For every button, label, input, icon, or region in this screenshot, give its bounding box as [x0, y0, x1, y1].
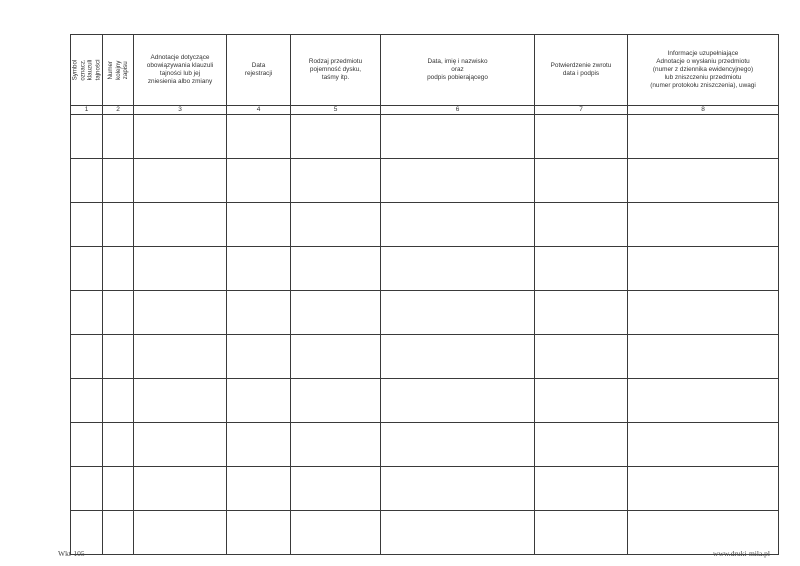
entry-cell[interactable] — [227, 203, 291, 247]
entry-cell[interactable] — [381, 291, 535, 335]
entry-cell[interactable] — [134, 247, 227, 291]
entry-cell[interactable] — [227, 159, 291, 203]
entry-cell[interactable] — [381, 335, 535, 379]
column-number: 3 — [134, 106, 227, 115]
entry-row — [71, 247, 779, 291]
entry-cell[interactable] — [628, 247, 779, 291]
entry-cell[interactable] — [628, 379, 779, 423]
column-number: 8 — [628, 106, 779, 115]
entry-cell[interactable] — [227, 379, 291, 423]
entry-cell[interactable] — [381, 379, 535, 423]
entry-cell[interactable] — [535, 335, 628, 379]
entry-cell[interactable] — [227, 511, 291, 555]
entry-cell[interactable] — [71, 203, 103, 247]
entry-row — [71, 511, 779, 555]
entry-cell[interactable] — [628, 467, 779, 511]
entry-cell[interactable] — [227, 467, 291, 511]
entry-cell[interactable] — [628, 511, 779, 555]
entry-row — [71, 291, 779, 335]
entry-cell[interactable] — [134, 115, 227, 159]
header-return-confirmation: Potwierdzenie zwrotu data i podpis — [535, 35, 628, 106]
entry-cell[interactable] — [103, 467, 134, 511]
entry-row — [71, 335, 779, 379]
entry-cell[interactable] — [227, 291, 291, 335]
entry-cell[interactable] — [291, 247, 381, 291]
entry-cell[interactable] — [381, 467, 535, 511]
entry-cell[interactable] — [381, 423, 535, 467]
column-number-row — [71, 106, 779, 115]
entry-cell[interactable] — [535, 247, 628, 291]
header-entry-number: Numer kolejny zapisu — [103, 35, 134, 106]
entry-cell[interactable] — [628, 159, 779, 203]
entry-cell[interactable] — [103, 511, 134, 555]
entry-row — [71, 379, 779, 423]
entry-cell[interactable] — [227, 115, 291, 159]
entry-cell[interactable] — [535, 467, 628, 511]
entry-cell[interactable] — [134, 203, 227, 247]
entry-cell[interactable] — [291, 467, 381, 511]
entry-cell[interactable] — [291, 379, 381, 423]
register-form-table — [70, 34, 779, 555]
entry-cell[interactable] — [628, 291, 779, 335]
form-body — [71, 115, 779, 555]
column-number: 2 — [103, 106, 134, 115]
entry-cell[interactable] — [134, 291, 227, 335]
entry-cell[interactable] — [227, 335, 291, 379]
entry-cell[interactable] — [103, 291, 134, 335]
entry-cell[interactable] — [628, 203, 779, 247]
entry-row — [71, 423, 779, 467]
entry-row — [71, 159, 779, 203]
entry-cell[interactable] — [291, 291, 381, 335]
entry-cell[interactable] — [103, 247, 134, 291]
entry-cell[interactable] — [71, 159, 103, 203]
entry-cell[interactable] — [134, 159, 227, 203]
entry-cell[interactable] — [291, 423, 381, 467]
column-number: 5 — [291, 106, 381, 115]
entry-cell[interactable] — [71, 467, 103, 511]
entry-cell[interactable] — [71, 335, 103, 379]
entry-cell[interactable] — [71, 511, 103, 555]
entry-cell[interactable] — [381, 203, 535, 247]
entry-cell[interactable] — [535, 291, 628, 335]
entry-cell[interactable] — [134, 423, 227, 467]
entry-cell[interactable] — [535, 423, 628, 467]
entry-cell[interactable] — [535, 159, 628, 203]
entry-cell[interactable] — [134, 379, 227, 423]
publisher-website: www.druki-mila.pl — [712, 549, 770, 558]
entry-cell[interactable] — [227, 247, 291, 291]
entry-cell[interactable] — [628, 115, 779, 159]
header-classification-notes: Adnotacje dotyczące obowiązywania klauzuli tajności lub jej zniesienia albo zmiany — [134, 35, 227, 106]
entry-cell[interactable] — [535, 115, 628, 159]
header-additional-info: Informacje uzupełniające Adnotacje o wysłaniu przedmiotu (numer z dziennika ewidencyjnego) lub zniszczeniu przedmiotu (numer protokołu zniszczenia), uwagi — [628, 35, 779, 106]
entry-row — [71, 203, 779, 247]
entry-cell[interactable] — [103, 115, 134, 159]
entry-cell[interactable] — [291, 115, 381, 159]
entry-cell[interactable] — [103, 423, 134, 467]
header-registration-date: Data rejestracji — [227, 35, 291, 106]
entry-cell[interactable] — [71, 115, 103, 159]
entry-cell[interactable] — [291, 203, 381, 247]
entry-cell[interactable] — [103, 159, 134, 203]
entry-cell[interactable] — [71, 247, 103, 291]
header-item-type: Rodzaj przedmiotu pojemność dysku, taśmy itp. — [291, 35, 381, 106]
entry-cell[interactable] — [535, 203, 628, 247]
column-number: 4 — [227, 106, 291, 115]
entry-cell[interactable] — [134, 511, 227, 555]
entry-cell[interactable] — [628, 335, 779, 379]
entry-cell[interactable] — [103, 335, 134, 379]
entry-cell[interactable] — [381, 159, 535, 203]
header-classification-symbol: Symbol oznacz. klauzuli tajności — [71, 35, 103, 106]
entry-cell[interactable] — [291, 511, 381, 555]
entry-cell[interactable] — [103, 203, 134, 247]
entry-cell[interactable] — [227, 423, 291, 467]
form-code: Wkt-105 — [58, 549, 85, 558]
entry-cell[interactable] — [381, 115, 535, 159]
entry-cell[interactable] — [71, 291, 103, 335]
entry-cell[interactable] — [381, 247, 535, 291]
entry-cell[interactable] — [134, 335, 227, 379]
entry-cell[interactable] — [535, 511, 628, 555]
column-number: 7 — [535, 106, 628, 115]
entry-cell[interactable] — [103, 379, 134, 423]
entry-cell[interactable] — [291, 335, 381, 379]
entry-row — [71, 467, 779, 511]
column-number: 6 — [381, 106, 535, 115]
entry-cell[interactable] — [381, 511, 535, 555]
entry-cell[interactable] — [535, 379, 628, 423]
entry-cell[interactable] — [71, 423, 103, 467]
entry-cell[interactable] — [134, 467, 227, 511]
entry-cell[interactable] — [291, 159, 381, 203]
entry-row — [71, 115, 779, 159]
column-number: 1 — [71, 106, 103, 115]
entry-cell[interactable] — [628, 423, 779, 467]
header-row — [71, 35, 779, 106]
header-recipient: Data, imię i nazwisko oraz podpis pobierającego — [381, 35, 535, 106]
entry-cell[interactable] — [71, 379, 103, 423]
